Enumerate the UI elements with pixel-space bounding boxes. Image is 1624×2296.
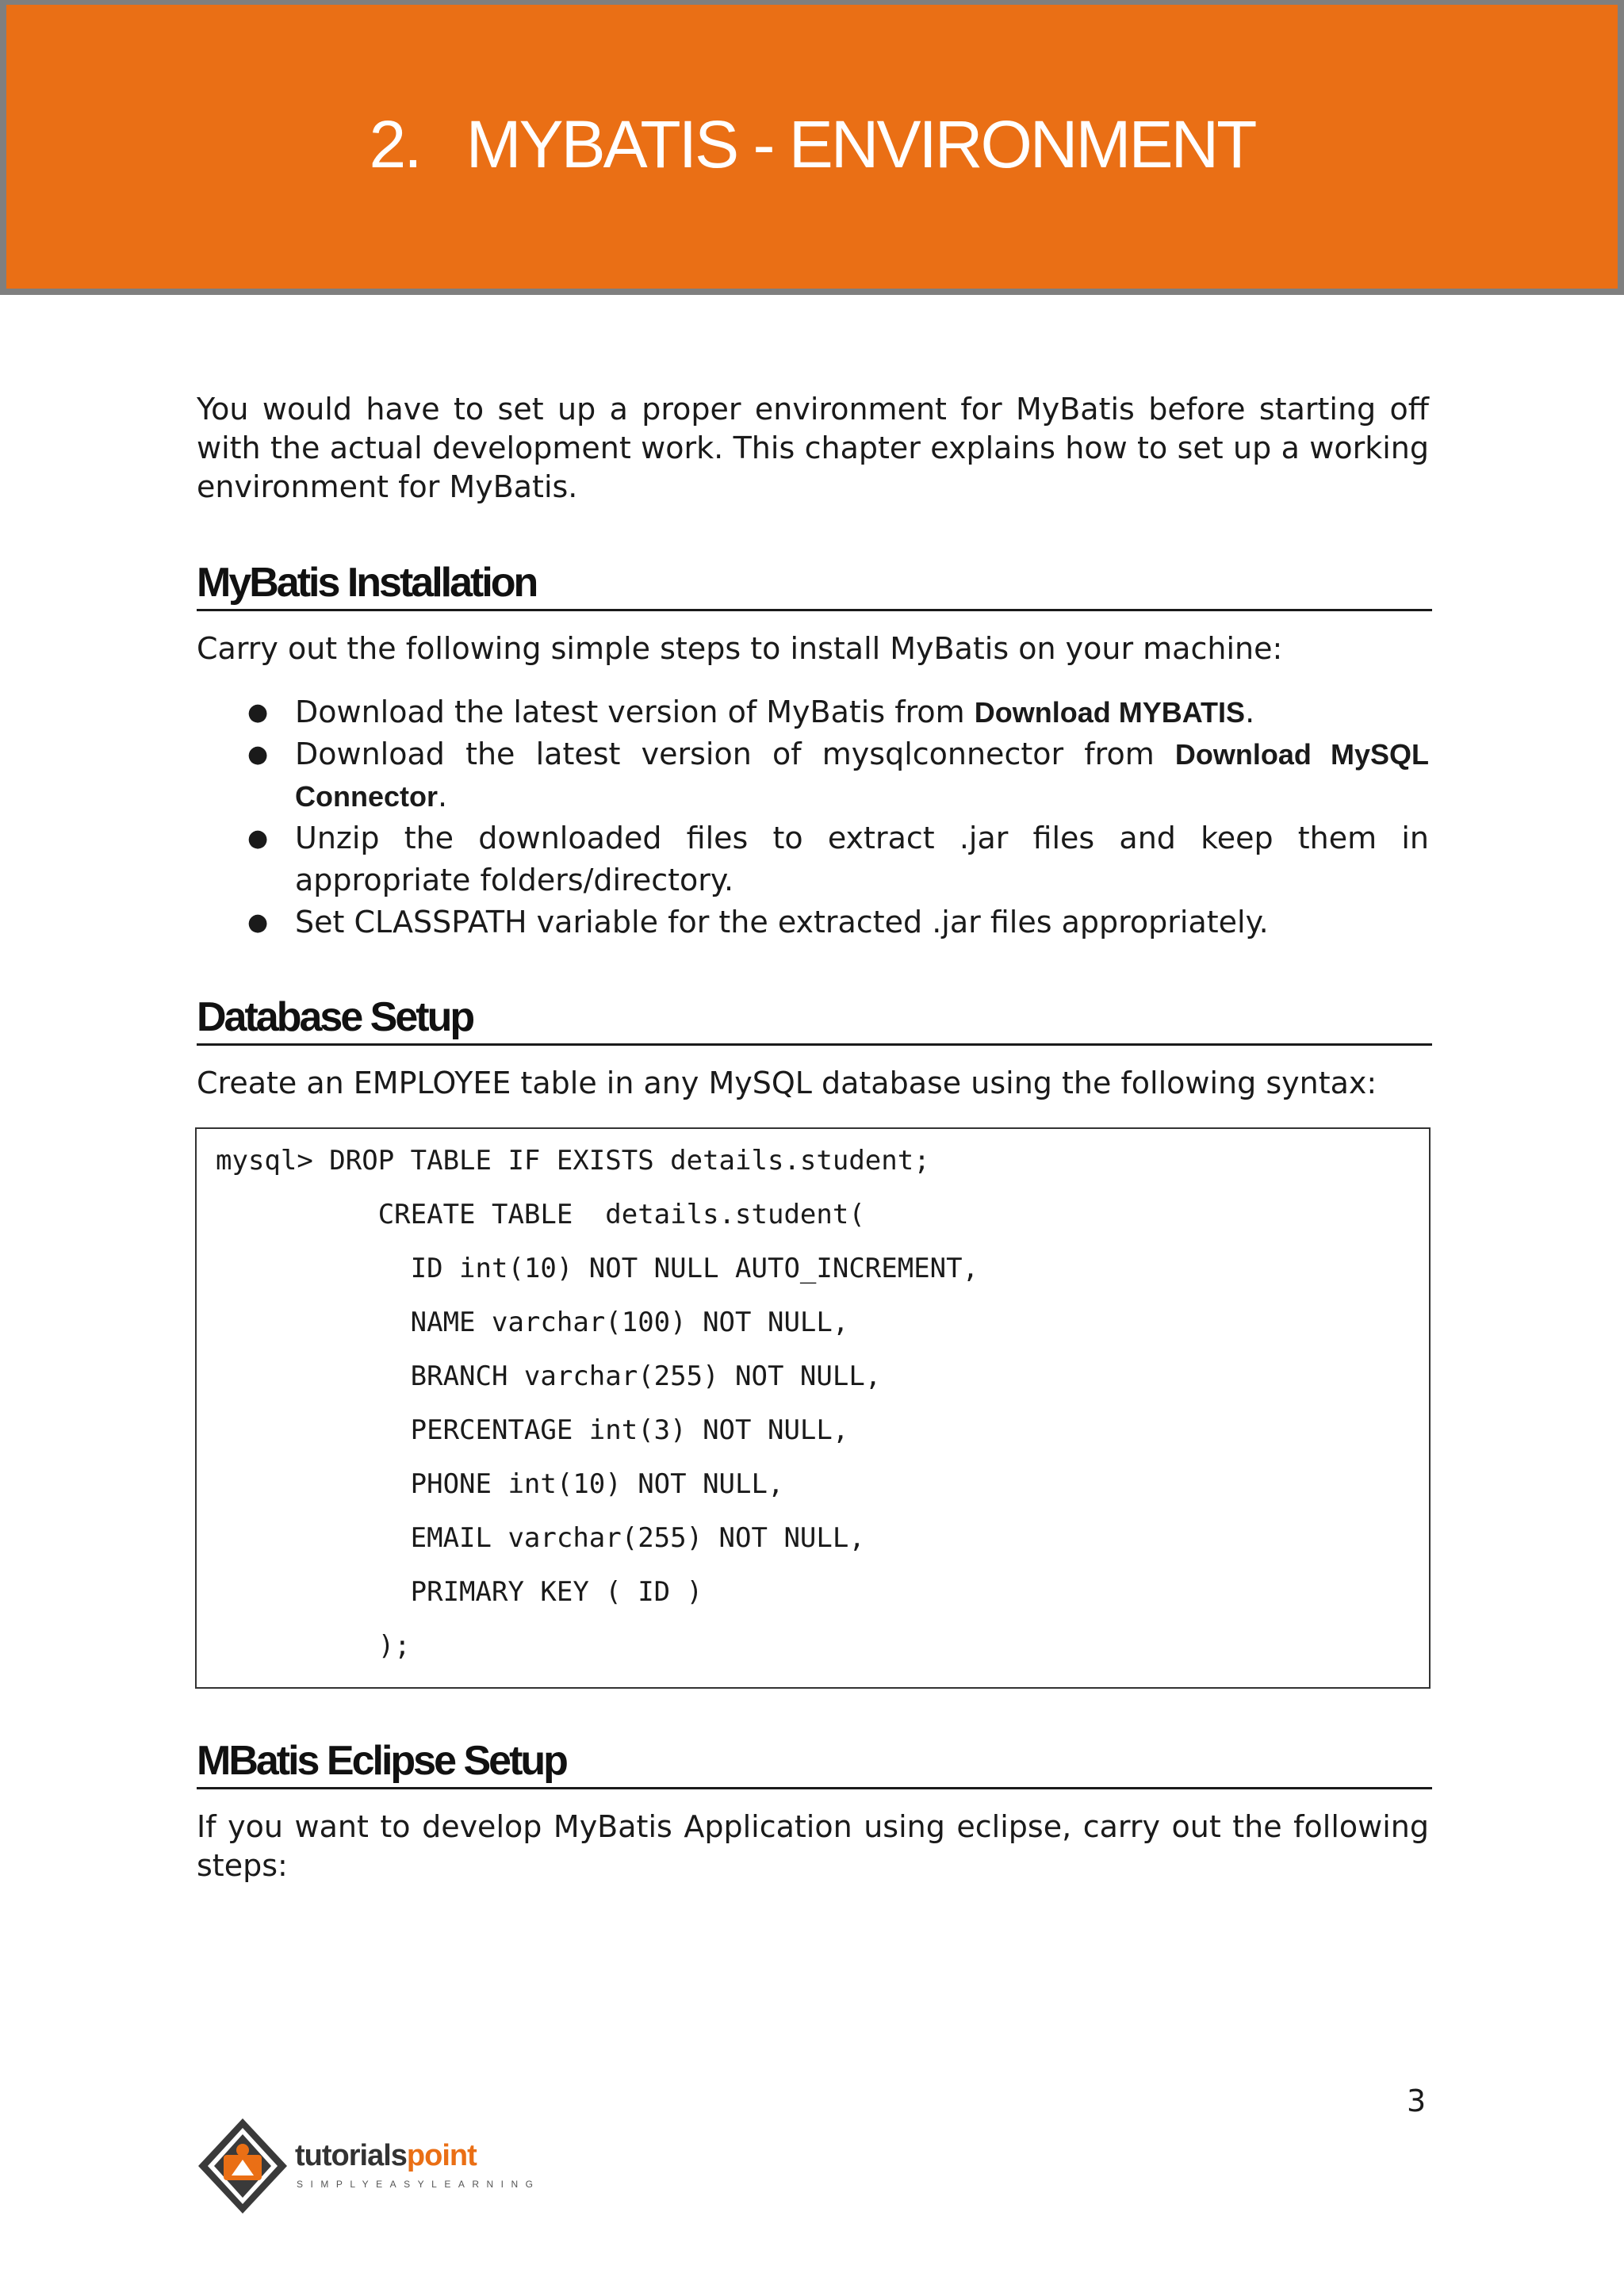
intro-section bbox=[197, 390, 1429, 507]
sql-code-block bbox=[195, 1127, 1431, 1689]
installation-lead: Carry out the following simple steps to install MyBatis on your machine: bbox=[197, 631, 1283, 666]
page-number: 3 bbox=[1407, 2084, 1427, 2118]
code-line: PRIMARY KEY ( ID ) bbox=[216, 1576, 703, 1608]
installation-steps bbox=[197, 691, 1429, 943]
list-item: ● Download the latest version of MyBatis from Download MYBATIS. bbox=[197, 691, 1429, 733]
logo-wordmark: tutorialspoint bbox=[295, 2139, 477, 2172]
code-line: BRANCH varchar(255) NOT NULL, bbox=[216, 1360, 882, 1392]
eclipse-heading: MBatis Eclipse Setup bbox=[197, 1736, 1432, 1789]
code-line: EMAIL varchar(255) NOT NULL, bbox=[216, 1522, 865, 1554]
eclipse-lead-block bbox=[197, 1808, 1429, 1885]
logo-tagline: SIMPLYEASYLEARNING bbox=[297, 2179, 541, 2190]
chapter-number: 2. bbox=[369, 107, 420, 182]
code-line: PHONE int(10) NOT NULL, bbox=[216, 1468, 784, 1500]
code-line: mysql> DROP TABLE IF EXISTS details.student; bbox=[216, 1145, 930, 1177]
list-item: ● Download the latest version of mysqlconnector from Download MySQL Connector. bbox=[197, 733, 1429, 817]
bullet-icon: ● bbox=[247, 740, 269, 768]
list-item: ● Set CLASSPATH variable for the extracted .jar files appropriately. bbox=[197, 901, 1429, 943]
database-lead-block bbox=[197, 1064, 1429, 1103]
download-mybatis-link[interactable]: Download MYBATIS bbox=[974, 696, 1246, 729]
eclipse-section bbox=[197, 1736, 1429, 1789]
eclipse-lead: If you want to develop MyBatis Application using eclipse, carry out the following steps: bbox=[197, 1809, 1429, 1883]
tutorialspoint-logo bbox=[195, 2115, 541, 2218]
intro-paragraph: You would have to set up a proper environment for MyBatis before starting off with the actual development work. This chapter explains how to set up a working environment for MyBatis. bbox=[197, 392, 1429, 504]
chapter-title bbox=[6, 106, 1618, 183]
bullet-icon: ● bbox=[247, 909, 269, 936]
code-line: ID int(10) NOT NULL AUTO_INCREMENT, bbox=[216, 1253, 979, 1284]
bullet-icon: ● bbox=[247, 698, 269, 726]
installation-bullet-list bbox=[197, 691, 1429, 943]
list-item: ● Unzip the downloaded files to extract .jar files and keep them in appropriate folders/directory. bbox=[197, 817, 1429, 901]
chapter-banner bbox=[0, 0, 1624, 295]
code-line: ); bbox=[216, 1630, 411, 1662]
installation-section bbox=[197, 558, 1429, 611]
database-heading: Database Setup bbox=[197, 993, 1432, 1046]
logo-diamond-icon bbox=[195, 2115, 290, 2218]
code-line: NAME varchar(100) NOT NULL, bbox=[216, 1307, 849, 1338]
chapter-title-text: MYBATIS - ENVIRONMENT bbox=[465, 107, 1255, 182]
bullet-icon: ● bbox=[247, 825, 269, 852]
database-section bbox=[197, 993, 1429, 1046]
installation-heading: MyBatis Installation bbox=[197, 558, 1432, 611]
installation-lead-block bbox=[197, 629, 1429, 668]
code-line: PERCENTAGE int(3) NOT NULL, bbox=[216, 1414, 849, 1446]
database-lead: Create an EMPLOYEE table in any MySQL database using the following syntax: bbox=[197, 1066, 1377, 1100]
code-line: CREATE TABLE details.student( bbox=[216, 1199, 865, 1230]
download-mysql-connector-link[interactable]: Download MySQL Connector bbox=[295, 738, 1429, 813]
